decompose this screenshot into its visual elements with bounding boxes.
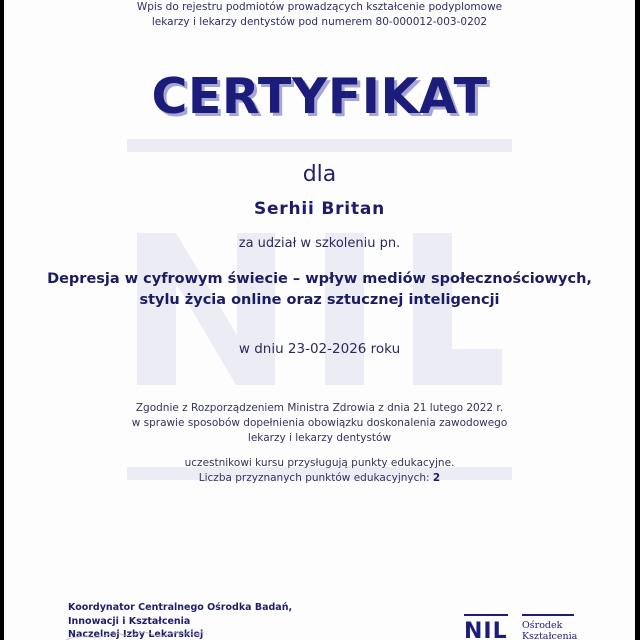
course-title-line: Depresja w cyfrowym świecie – wpływ mediów społecznościowych, (47, 271, 592, 287)
logo-text (522, 620, 577, 640)
education-points (4, 456, 635, 486)
registry-info (4, 0, 635, 30)
logo-divider (464, 614, 508, 616)
decorative-band-top (127, 139, 512, 152)
registry-line: lekarzy i lekarzy dentystów pod numerem 80-000012-003-0202 (151, 16, 488, 28)
course-title-line: stylu życia online oraz sztucznej inteligencji (139, 292, 500, 308)
certificate-page (4, 0, 635, 640)
signature-icon (64, 628, 214, 640)
regulation-text (4, 401, 635, 446)
for-label: dla (302, 162, 337, 187)
regulation-line: w sprawie sposobów dopełnienia obowiązku doskonalenia zawodowego (131, 417, 508, 429)
logo-text-line: Kształcenia (522, 631, 578, 640)
training-date: w dniu 23-02-2026 roku (238, 341, 401, 357)
course-title (4, 269, 635, 311)
logo-text-line: Ośrodek (522, 620, 563, 631)
recipient-name: Serhii Britan (253, 199, 386, 219)
coordinator-line: Naczelnej Izby Lekarskiej (68, 629, 204, 640)
points-count-line (4, 471, 635, 486)
coordinator-line: Innowacji i Kształcenia (68, 615, 191, 627)
points-intro: uczestnikowi kursu przysługują punkty edukacyjne. (184, 457, 455, 469)
logo-abbr: NIL (464, 619, 508, 640)
registry-line: Wpis do rejestru podmiotów prowadzących kształcenie podyplomowe (136, 1, 503, 13)
coordinator-line: Koordynator Centralnego Ośrodka Badań, (68, 602, 293, 613)
logo-divider (522, 614, 574, 616)
nil-logo (464, 610, 584, 640)
certificate-title: CERTYFIKAT (151, 68, 488, 125)
points-label: Liczba przyznanych punktów edukacyjnych: (198, 472, 433, 484)
participation-label: za udział w szkoleniu pn. (238, 236, 401, 251)
regulation-line: lekarzy i lekarzy dentystów (247, 432, 392, 444)
points-value: 2 (432, 472, 441, 484)
regulation-line: Zgodnie z Rozporządzeniem Ministra Zdrowia z dnia 21 lutego 2022 r. (135, 402, 504, 414)
